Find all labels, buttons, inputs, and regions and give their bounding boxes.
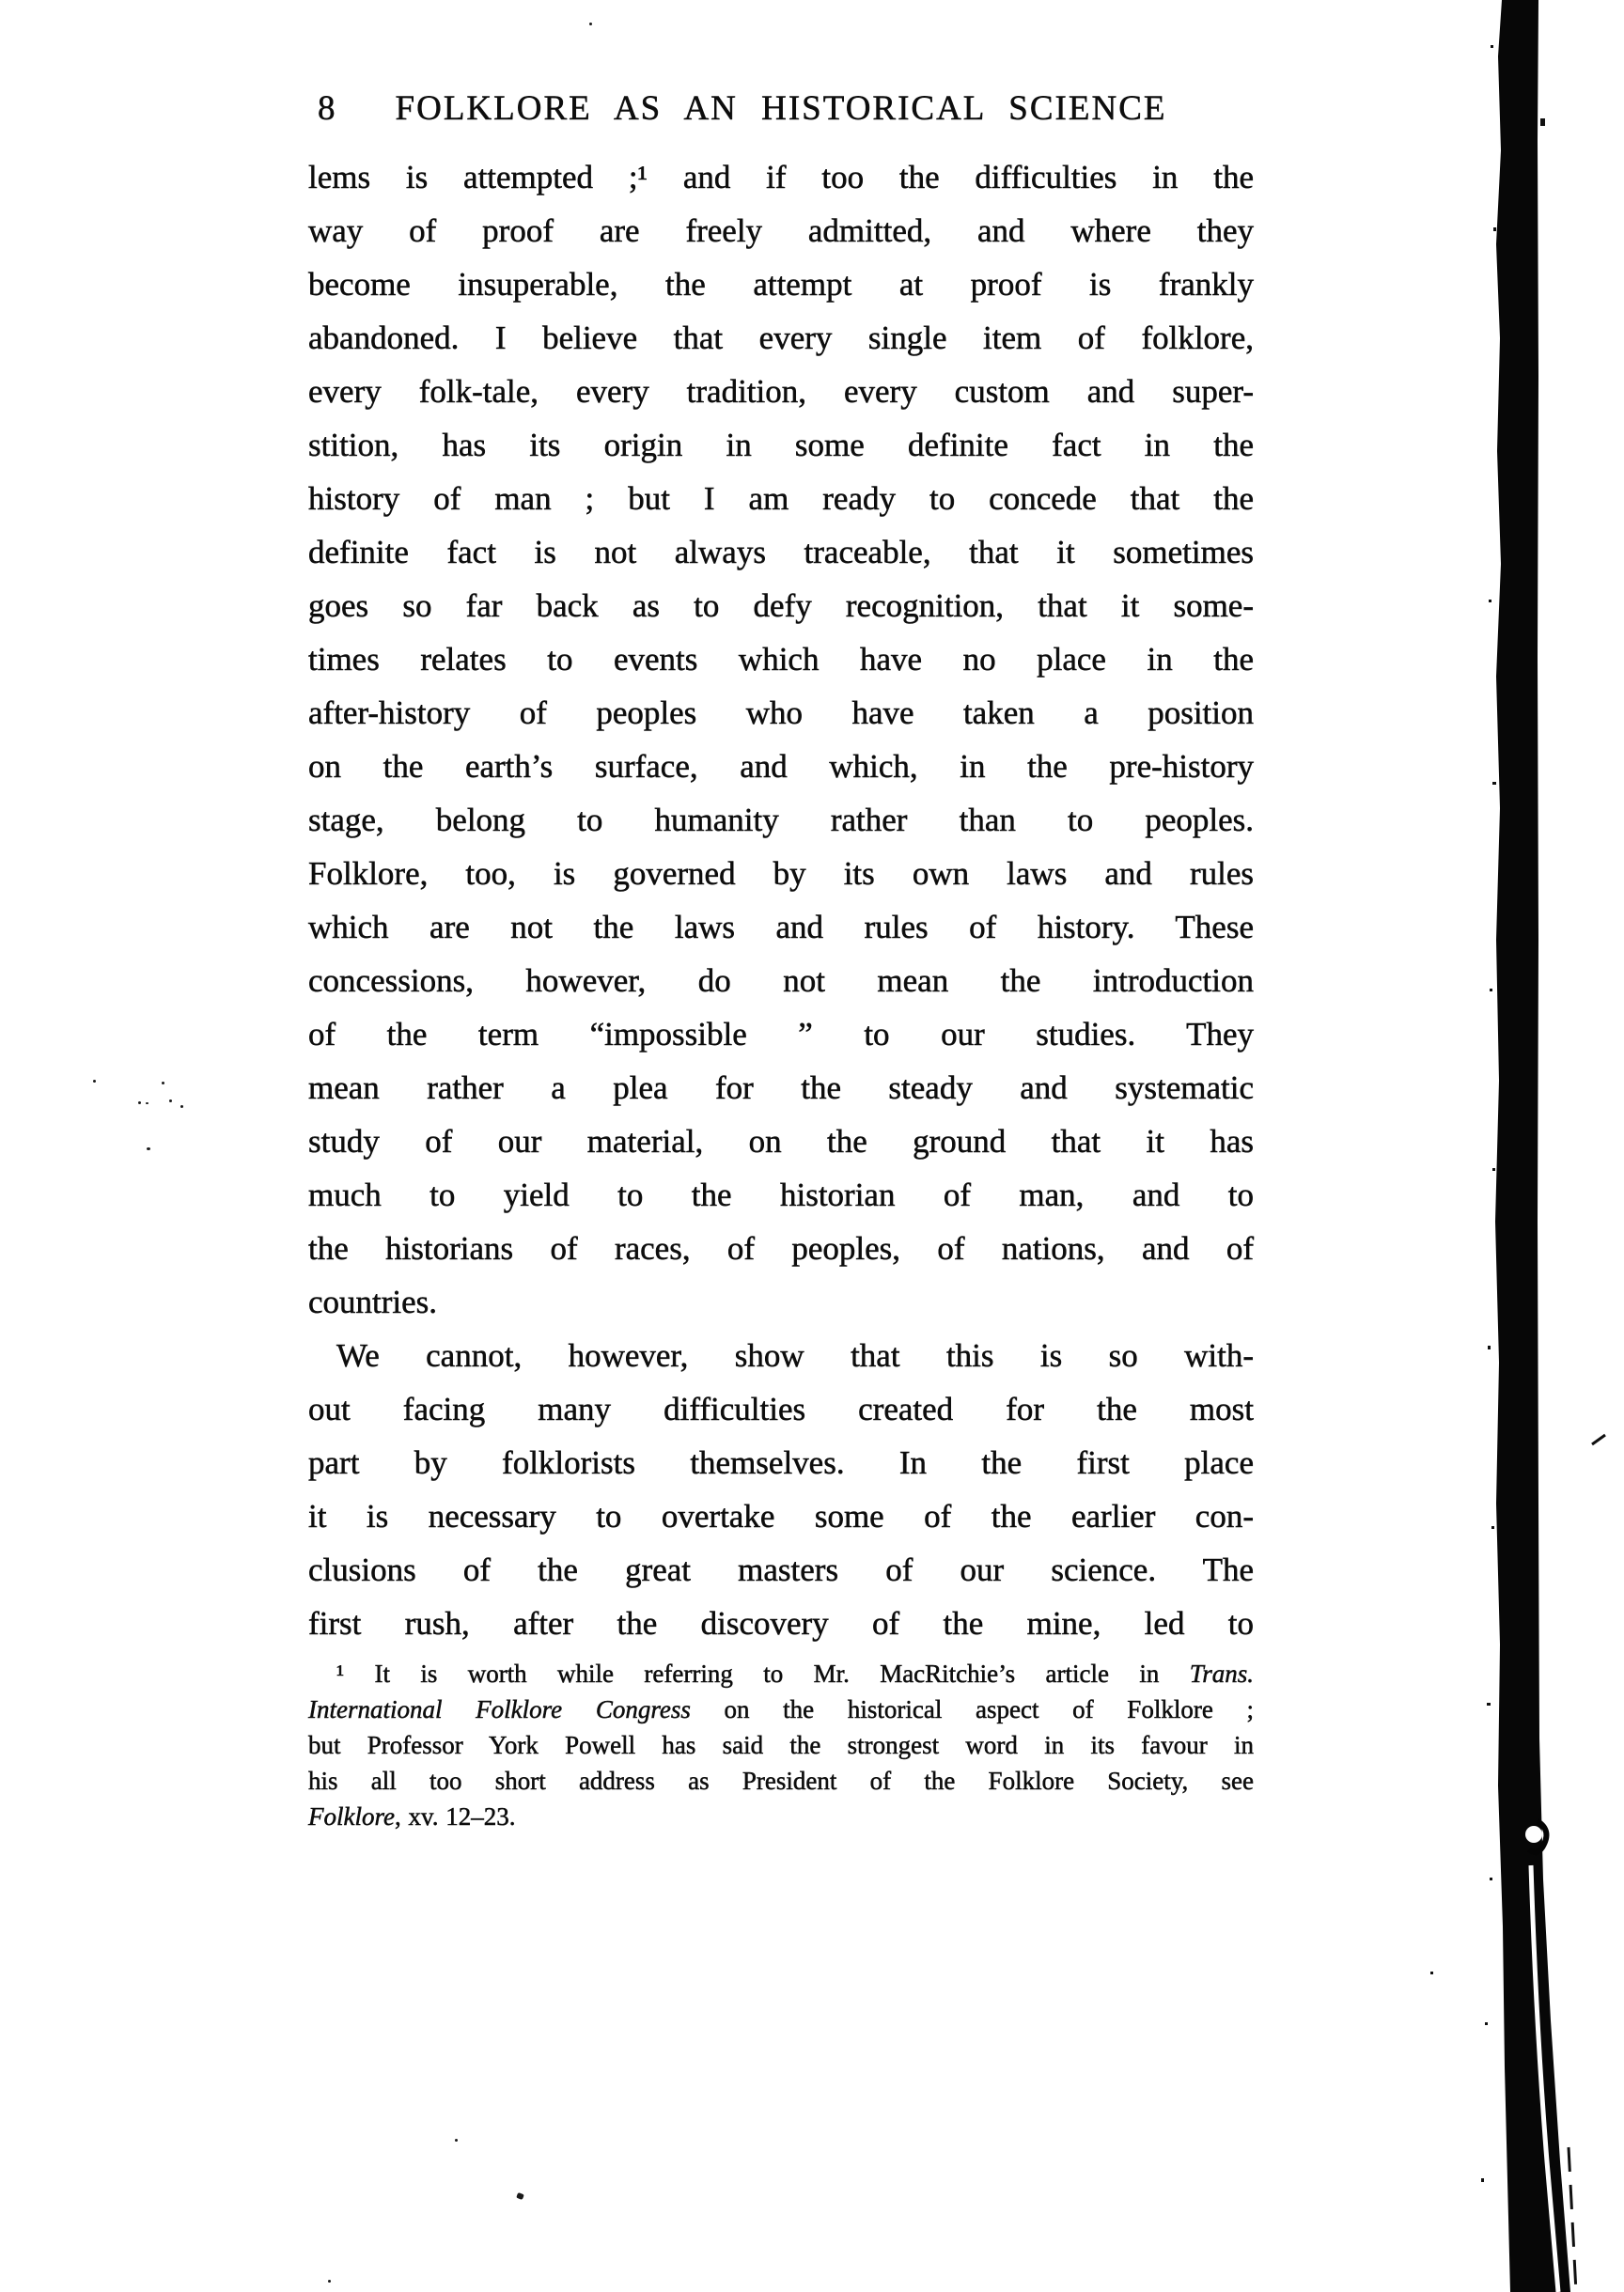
dust-speck: [328, 2280, 331, 2283]
dust-speck: [455, 2139, 458, 2142]
text-line: [308, 1692, 1254, 1727]
footnote: [308, 1656, 1254, 1834]
text-line: become insuperable, the attempt at proof is frankly: [308, 266, 1254, 303]
text-line: definite fact is not always traceable, that it sometimes: [308, 534, 1254, 570]
text-line: [308, 1727, 1254, 1763]
paragraph-1: [308, 150, 1254, 1329]
italic-text-segment: Trans.: [1189, 1660, 1254, 1688]
text-line: [308, 1656, 1254, 1692]
text-line: out facing many difficulties created for the most: [308, 1391, 1254, 1427]
text-segment: on the historical aspect of Folklore ;: [690, 1695, 1254, 1723]
text-line: mean rather a plea for the steady and systematic: [308, 1069, 1254, 1106]
text-line: abandoned. I believe that every single item of folklore,: [308, 320, 1254, 356]
running-title: FOLKLORE AS AN HISTORICAL SCIENCE: [395, 89, 1167, 128]
dust-speck: [162, 1082, 164, 1084]
text-line: concessions, however, do not mean the introduction: [308, 962, 1254, 999]
text-segment: , xv. 12–23.: [394, 1802, 516, 1831]
dust-speck: [180, 1105, 183, 1108]
page-number: 8: [318, 89, 336, 128]
band-speckles: [1430, 45, 1545, 2182]
paragraph-2: [308, 1329, 1254, 1650]
text-line: every folk-tale, every tradition, every custom and super-: [308, 373, 1254, 410]
dust-speck: [147, 1147, 150, 1150]
text-segment: ¹ It is worth while referring to Mr. MacRitchie’s article in: [336, 1660, 1190, 1688]
text-line: which are not the laws and rules of history. These: [308, 909, 1254, 945]
text-line: countries.: [308, 1284, 438, 1320]
band-hook-gap: [1525, 1826, 1542, 1843]
text-line: study of our material, on the ground that it has: [308, 1123, 1254, 1160]
text-line: lems is attempted ;¹ and if too the difficulties in the: [308, 159, 1254, 195]
text-line: after-history of peoples who have taken a position: [308, 694, 1254, 731]
dust-speck: [589, 23, 592, 25]
text-line: on the earth’s surface, and which, in the pre-history: [308, 748, 1254, 785]
text-line: clusions of the great masters of our science. The: [308, 1551, 1254, 1588]
text-segment: but Professor York Powell has said the strongest word in its favour in: [308, 1731, 1254, 1759]
text-line: [308, 1763, 1254, 1799]
text-line: part by folklorists themselves. In the first place: [308, 1444, 1254, 1481]
band-hook-curl: [1529, 1821, 1546, 1852]
margin-dash: [1592, 1435, 1605, 1444]
text-line: of the term “impossible ” to our studies. They: [308, 1016, 1254, 1052]
dust-speck: [93, 1080, 96, 1083]
text-segment: his all too short address as President of the Folklore Society, see: [308, 1767, 1254, 1795]
page-header: [308, 88, 1254, 132]
dust-speck: [169, 1099, 172, 1102]
dust-speck: [516, 2192, 524, 2200]
dust-speck: [138, 1101, 141, 1104]
italic-text-segment: International Folklore Congress: [308, 1695, 691, 1723]
text-line: stage, belong to humanity rather than to peoples.: [308, 802, 1254, 838]
dust-speck: [146, 1102, 148, 1104]
text-line: the historians of races, of peoples, of nations, and of: [308, 1230, 1254, 1267]
text-line: much to yield to the historian of man, and to: [308, 1177, 1254, 1213]
text-line: goes so far back as to defy recognition, that it some-: [308, 587, 1254, 624]
body-text: [308, 150, 1254, 1650]
text-line: history of man ; but I am ready to concede that the: [308, 480, 1254, 517]
text-line: [308, 1799, 1254, 1834]
text-line: it is necessary to overtake some of the earlier con-: [308, 1498, 1254, 1535]
text-line: times relates to events which have no place in the: [308, 641, 1254, 678]
binding-band-shape: [1495, 0, 1570, 2292]
text-line: first rush, after the discovery of the mine, led to: [308, 1605, 1254, 1642]
text-line: stition, has its origin in some definite fact in the: [308, 427, 1254, 463]
text-line: We cannot, however, show that this is so with-: [336, 1337, 1254, 1374]
text-line: Folklore, too, is governed by its own laws and rules: [308, 855, 1254, 892]
text-line: way of proof are freely admitted, and where they: [308, 212, 1254, 249]
band-crack: [1531, 1865, 1558, 2292]
italic-text-segment: Folklore: [308, 1802, 395, 1831]
band-thin-line: [1569, 2147, 1576, 2292]
